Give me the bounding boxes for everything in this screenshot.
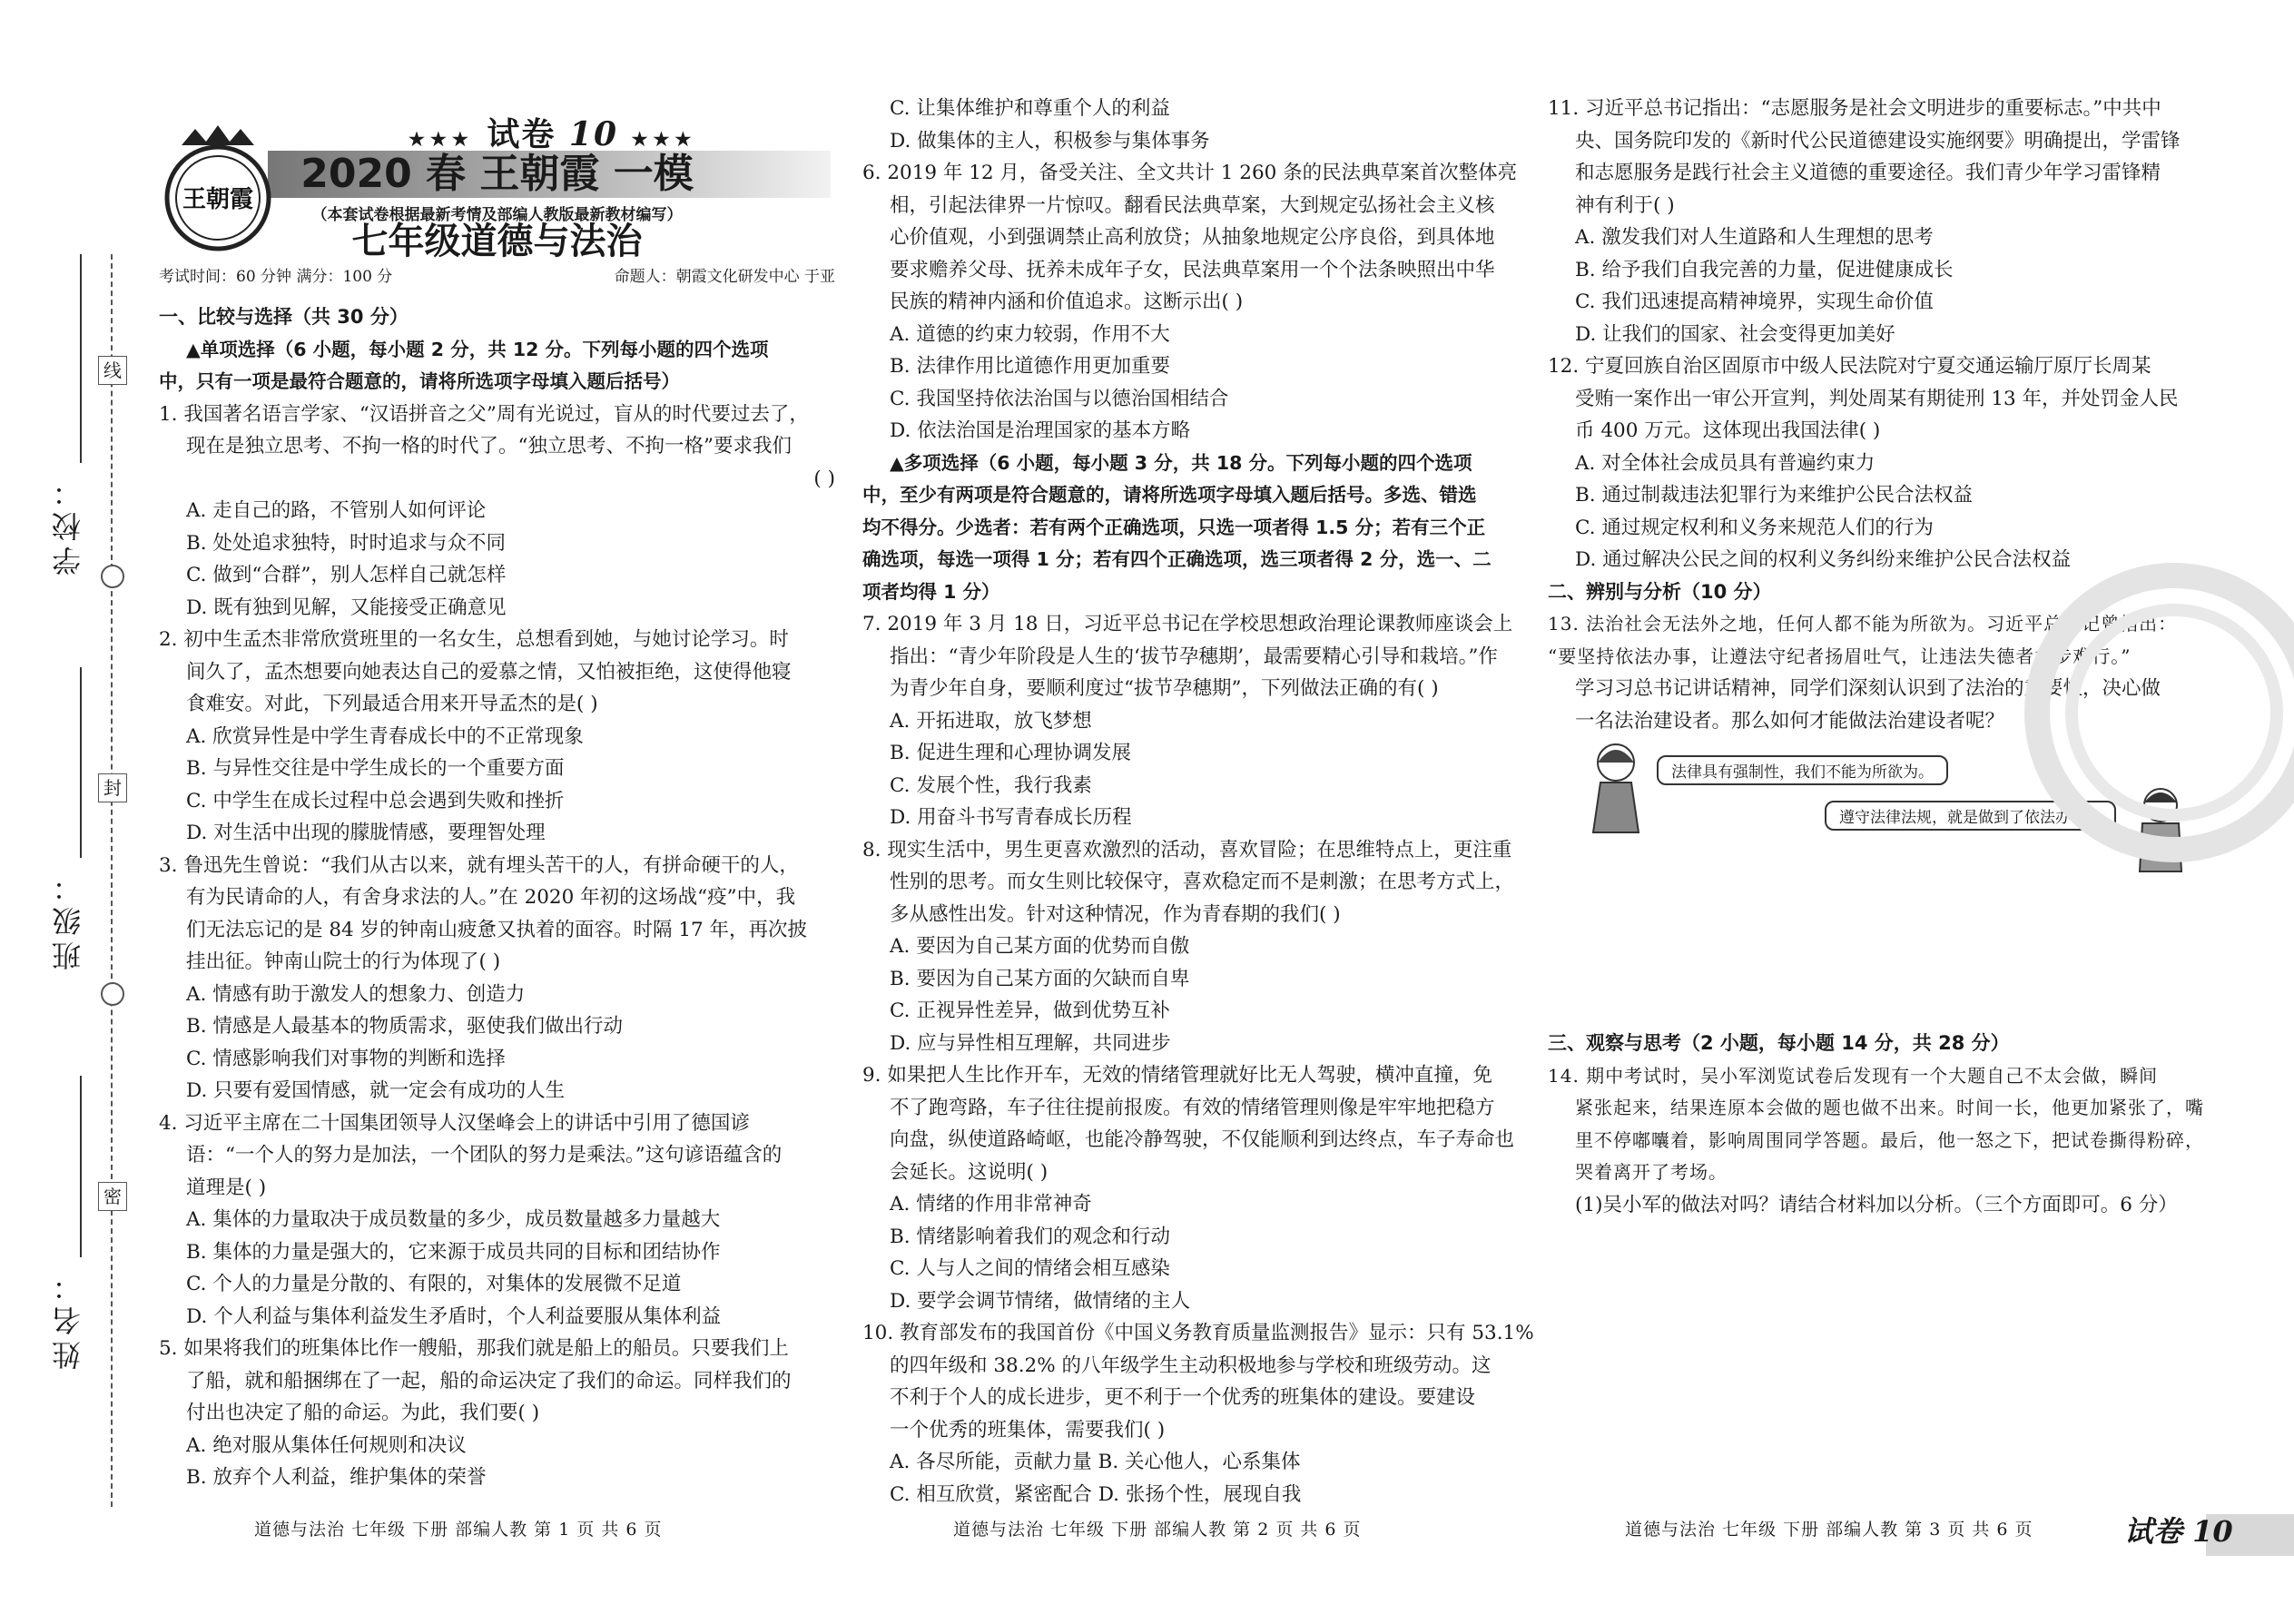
- question-text-line: 紧张起来，结果连原本会做的题也做不出来。时间一长，他更加紧张了，嘴: [1575, 1097, 2204, 1118]
- question-text-line: 里不停嘟囔着，影响周围同学答题。最后，他一怒之下，把试卷撕得粉碎，: [1575, 1128, 2204, 1151]
- page-2-column: [862, 0, 1534, 1624]
- question-text-line: 心价值观，小到强调禁止高利放贷；从抽象地规定公序良俗，到具体地: [890, 226, 1495, 249]
- question-text-line: ( ): [813, 467, 835, 490]
- class-line: [80, 667, 82, 858]
- exam-author: 命题人：朝霞文化研发中心 于亚: [614, 268, 835, 286]
- answer-option: D. 用奋斗书写青春成长历程: [890, 806, 1132, 829]
- question-text-line: 不利于个人的成长进步，更不利于一个优秀的班集体的建设。要建设: [890, 1386, 1476, 1409]
- question-text-line: 不了跑弯路，车子往往提前报废。有效的情绪管理则像是牢牢地把稳方: [890, 1096, 1495, 1119]
- instructions-line: 均不得分。少选者：若有两个正确选项，只选一项者得 1.5 分；若有三个正: [862, 516, 1486, 538]
- question-text-line: 受贿一案作出一审公开宣判，判处周某有期徒刑 13 年，并处罚金人民: [1575, 387, 2179, 410]
- question-text-line: 1. 我国著名语言学家、“汉语拼音之父”周有光说过，盲从的时代要过去了，: [159, 402, 809, 426]
- question-text-line: 一名法治建设者。那么如何才能做法治建设者呢？: [1575, 709, 2005, 733]
- question-text-line: 5. 如果将我们的班集体比作一艘船，那我们就是船上的船员。只要我们上: [159, 1337, 789, 1360]
- question-text-line: 道理是( ): [186, 1176, 267, 1199]
- question-text-line: 9. 如果把人生比作开车，无效的情绪管理就好比无人驾驶，横冲直撞，免: [862, 1064, 1492, 1087]
- question-text-line: 多从感性出发。针对这种情况，作为青春期的我们( ): [890, 902, 1341, 926]
- answer-option: B. 放弃个人利益，维护集体的荣誉: [186, 1466, 487, 1489]
- question-text-line: “要坚持依法办事，让遵法守纪者扬眉吐气，让违法失德者寸步难行。”: [1548, 645, 2132, 667]
- paper-tab-label: 试卷 10: [2124, 1514, 2233, 1549]
- question-text-line: 神有利于( ): [1575, 193, 1675, 217]
- question-text-line: 了船，就和船捆绑在了一起，船的命运决定了我们的命运。同样我们的: [186, 1369, 792, 1393]
- question-text-line: 间久了，孟杰想要向她表达自己的爱慕之情，又怕被拒绝，这使得他寝: [186, 660, 792, 684]
- answer-option: A. 对全体社会成员具有普遍约束力: [1575, 451, 1876, 475]
- question-text-line: 8. 现实生活中，男生更喜欢激烈的活动，喜欢冒险；在思维特点上，更注重: [862, 838, 1512, 861]
- question-text-line: 们无法忘记的是 84 岁的钟南山疲惫又执着的面容。时隔 17 年，再次披: [186, 918, 808, 941]
- question-text-line: 指出：“青少年阶段是人生的‘拔节孕穗期’，最需要精心引导和栽培。”作: [890, 645, 1498, 668]
- answer-option: D. 应与异性相互理解，共同进步: [890, 1031, 1171, 1055]
- answer-option: D. 只要有爱国情感，就一定会有成功的人生: [186, 1079, 566, 1102]
- answer-option: C. 情感影响我们对事物的判断和选择: [186, 1047, 506, 1070]
- answer-option: C. 做到“合群”，别人怎样自己就怎样: [186, 564, 507, 586]
- page-1-column: [159, 0, 835, 1624]
- question-text-line: 12. 宁夏回族自治区固原市中级人民法院对宁夏交通运输厅原厅长周某: [1548, 355, 2151, 378]
- instructions-line: ▲单项选择（6 小题，每小题 2 分，共 12 分。下列每小题的四个选项: [186, 338, 769, 360]
- footer-page-2: 道德与法治 七年级 下册 部编人教 第 2 页 共 6 页: [953, 1520, 1362, 1540]
- question-text-line: 的四年级和 38.2% 的八年级学生主动积极地参与学校和班级劳动。这: [890, 1353, 1492, 1377]
- answer-option: B. 情感是人最基本的物质需求，驱使我们做出行动: [186, 1015, 623, 1038]
- question-text-line: 民族的精神内涵和价值追求。这断示出( ): [890, 290, 1244, 313]
- answer-option: B. 要因为自己某方面的欠缺而自卑: [890, 967, 1190, 990]
- exam-meta: [159, 263, 835, 286]
- question-text-line: 13. 法治社会无法外之地，任何人都不能为所欲为。习近平总书记曾指出：: [1548, 613, 2178, 635]
- answer-option: D. 依法治国是治理国家的基本方略: [890, 419, 1191, 442]
- bind-word-secret: 密: [98, 1182, 127, 1211]
- answer-option: B. 与异性交往是中学生成长的一个重要方面: [186, 757, 565, 780]
- question-text-line: 向盘，纵使道路崎岖，也能冷静驾驶，不仅能顺利到达终点，车子寿命也: [890, 1128, 1515, 1151]
- answer-option: A. 情感有助于激发人的想象力、创造力: [186, 982, 526, 1006]
- answer-option: B. 处处追求独特，时时追求与众不同: [186, 531, 506, 555]
- boy-speech-bubble: 遵守法律法规，就是做到了依法办事。: [1825, 801, 2116, 831]
- answer-option: B. 集体的力量是强大的，它来源于成员共同的目标和团结协作: [186, 1240, 721, 1264]
- question-text-line: 3. 鲁迅先生曾说：“我们从古以来，就有埋头苦干的人，有拼命硬干的人，: [159, 853, 799, 877]
- answer-option: D. 既有独到见解，又能接受正确意见: [186, 595, 507, 619]
- section-heading: 三、观察与思考（2 小题，每小题 14 分，共 28 分）: [1548, 1032, 2010, 1054]
- answer-option: B. 通过制裁违法犯罪行为来维护公民合法权益: [1575, 484, 1973, 507]
- section-heading: 二、辨别与分析（10 分）: [1548, 580, 1772, 603]
- answer-option: C. 我们迅速提高精神境界，实现生命价值: [1575, 290, 1934, 313]
- answer-option: C. 发展个性，我行我素: [890, 773, 1092, 797]
- answer-option: A. 集体的力量取决于成员数量的多少，成员数量越多力量越大: [186, 1208, 721, 1231]
- answer-option: B. 情绪影响着我们的观念和行动: [890, 1225, 1170, 1248]
- question-text-line: 语：“一个人的努力是加法，一个团队的努力是乘法。”这句谚语蕴含的: [186, 1144, 783, 1166]
- name-label: 姓名：: [51, 1266, 85, 1370]
- logo-text: 王朝霞: [182, 186, 254, 213]
- answer-option: A. 各尽所能，贡献力量 B. 关心他人，心系集体: [890, 1451, 1301, 1473]
- question-text-line: 14. 期中考试时，吴小军浏览试卷后发现有一个大题自己不太会做，瞬间: [1548, 1064, 2159, 1087]
- question-text-line: 学习习总书记讲话精神，同学们深刻认识到了法治的重要性，决心做: [1575, 677, 2161, 700]
- question-text-line: 现在是独立思考、不拘一格的时代了。“独立思考、不拘一格”要求我们: [186, 435, 792, 458]
- exam-header: [159, 0, 835, 300]
- question-text-line: 11. 习近平总书记指出：“志愿服务是社会文明进步的重要标志。”中共中: [1548, 97, 2161, 120]
- question-text-line: 哭着离开了考场。: [1575, 1161, 1728, 1183]
- girl-speech-bubble: 法律具有强制性，我们不能为所欲为。: [1657, 755, 1948, 785]
- bind-knot: [101, 565, 124, 588]
- answer-option: A. 道德的约束力较弱，作用不大: [890, 322, 1170, 346]
- name-line: [80, 1076, 82, 1257]
- paper-badge: ★★★ 试卷 10 ★★★: [409, 115, 697, 153]
- bind-word-seal: 封: [98, 773, 127, 802]
- answer-option: D. 对生活中出现的朦胧情感，要理智处理: [186, 822, 546, 844]
- question-text-line: 一个优秀的班集体，需要我们( ): [890, 1418, 1166, 1442]
- answer-option: D. 要学会调节情绪，做情绪的主人: [890, 1289, 1191, 1313]
- question-text-line: 付出也决定了船的命运。为此，我们要( ): [186, 1402, 540, 1424]
- answer-option: B. 促进生理和心理协调发展: [890, 742, 1131, 764]
- answer-option: A. 要因为自己某方面的优势而自傲: [890, 935, 1190, 958]
- bind-knot: [101, 982, 124, 1006]
- question-text-line: 币 400 万元。这体现出我国法律( ): [1575, 419, 1881, 442]
- instructions-line: ▲多项选择（6 小题，每小题 3 分，共 18 分。下列每小题的四个选项: [890, 451, 1472, 474]
- answer-option: C. 通过规定权利和义务来规范人们的行为: [1575, 516, 1934, 539]
- question-text-line: 有为民请命的人，有舍身求法的人。”在 2020 年初的这场战“疫”中，我: [186, 886, 796, 909]
- instructions-line: 确选项，每选一项得 1 分；若有四个正确选项，选三项者得 2 分，选一、二: [862, 548, 1492, 570]
- question-text-line: 为青少年自身，要顺利度过“拔节孕穗期”，下列做法正确的有( ): [890, 677, 1439, 700]
- question-text-line: 10. 教育部发布的我国首份《中国义务教育质量监测报告》显示：只有 53.1%: [862, 1322, 1534, 1344]
- question-text-line: 性别的思考。而女生则比较保守，喜欢稳定而不是刺激；在思考方式上，: [890, 871, 1515, 893]
- answer-option: D. 做集体的主人，积极参与集体事务: [890, 129, 1210, 153]
- instructions-line: 项者均得 1 分）: [862, 580, 1000, 603]
- answer-option: C. 中学生在成长过程中总会遇到失败和挫折: [186, 789, 565, 812]
- question-text-line: 央、国务院印发的《新时代公民道德建设实施纲要》明确提出，学雷锋: [1575, 129, 2181, 153]
- exam-subject: 七年级道德与法治: [351, 221, 643, 262]
- answer-option: C. 让集体维护和尊重个人的利益: [890, 97, 1170, 120]
- footer-page-1: 道德与法治 七年级 下册 部编人教 第 1 页 共 6 页: [254, 1520, 663, 1540]
- question-text-line: 食难安。对此，下列最适合用来开导孟杰的是( ): [186, 693, 598, 715]
- question-text-line: 相，引起法律界一片惊叹。翻看民法典草案，大到规定弘扬社会主义核: [890, 193, 1495, 217]
- girl-figure-icon: [1584, 737, 1648, 837]
- answer-option: A. 走自己的路，不管别人如何评论: [186, 499, 487, 522]
- answer-option: B. 给予我们自我完善的力量，促进健康成长: [1575, 258, 1954, 281]
- question-text-line: 6. 2019 年 12 月，备受关注、全文共计 1 260 条的民法典草案首次整体亮: [862, 162, 1518, 184]
- answer-option: A. 激发我们对人生道路和人生理想的思考: [1575, 226, 1934, 249]
- exam-title: 2020 春 王朝霞 一模: [300, 151, 694, 197]
- school-label: 学校：: [51, 472, 85, 576]
- answer-option: A. 开拓进取，放飞梦想: [890, 709, 1092, 733]
- section-heading: 一、比较与选择（共 30 分）: [159, 306, 409, 328]
- questions-14: [1548, 846, 2269, 1221]
- question-text-line: 和志愿服务是践行社会主义道德的重要途径。我们青少年学习雷锋精: [1575, 162, 2161, 184]
- exam-time: 考试时间：60 分钟 满分：100 分: [159, 268, 393, 286]
- instructions-line: 中，只有一项是最符合题意的，请将所选项字母填入题后括号）: [159, 370, 680, 392]
- answer-option: D. 通过解决公民之间的权利义务纠纷来维护公民合法权益: [1575, 548, 2072, 571]
- question-text-line: 会延长。这说明( ): [890, 1160, 1049, 1184]
- answer-option: A. 欣赏异性是中学生青春成长中的不正常现象: [186, 724, 584, 748]
- cut-line: [111, 254, 113, 1507]
- questions-1-5: [159, 300, 835, 1494]
- answer-option: D. 让我们的国家、社会变得更加美好: [1575, 322, 1895, 346]
- answer-option: C. 个人的力量是分散的、有限的，对集体的发展微不足道: [186, 1273, 682, 1295]
- question-text-line: (1)吴小军的做法对吗？请结合材料加以分析。（三个方面即可。6 分）: [1575, 1193, 2178, 1216]
- question-text-line: 要求赡养父母、抚养未成年子女，民法典草案用一个个法条映照出中华: [890, 258, 1495, 281]
- exam-subtitle: （本套试卷根据最新考情及部编人教版最新教材编写）: [311, 206, 683, 224]
- answer-option: C. 人与人之间的情绪会相互感染: [890, 1257, 1170, 1280]
- question-text-line: 4. 习近平主席在二十国集团领导人汉堡峰会上的讲话中引用了德国谚: [159, 1111, 750, 1135]
- school-line: [80, 254, 82, 463]
- answer-option: D. 个人利益与集体利益发生矛盾时，个人利益要服从集体利益: [186, 1304, 722, 1328]
- question-text-line: 挂出征。钟南山院士的行为体现了( ): [186, 950, 501, 973]
- footer-page-3: 道德与法治 七年级 下册 部编人教 第 3 页 共 6 页: [1625, 1520, 2033, 1540]
- binding-margin: [0, 0, 159, 1624]
- answer-option: C. 正视异性差异，做到优势互补: [890, 999, 1170, 1022]
- question-text-line: 2. 初中生孟杰非常欣赏班里的一名女生，总想看到她，与她讨论学习。时: [159, 628, 789, 651]
- answer-option: C. 相互欣赏，紧密配合 D. 张扬个性，展现自我: [890, 1482, 1302, 1506]
- answer-option: A. 绝对服从集体任何规则和决议: [186, 1433, 467, 1457]
- class-label: 班级：: [51, 867, 85, 970]
- watermark-seal-inner: [2065, 604, 2283, 822]
- answer-option: C. 我国坚持依法治国与以德治国相结合: [890, 387, 1229, 410]
- bind-word-line: 线: [98, 356, 127, 385]
- instructions-line: 中，至少有两项是符合题意的，请将所选项字母填入题后括号。多选、错选: [862, 484, 1477, 506]
- answer-option: A. 情绪的作用非常神奇: [890, 1193, 1092, 1216]
- questions-6-10: [862, 0, 1534, 1511]
- question-text-line: 7. 2019 年 3 月 18 日，习近平总书记在学校思想政治理论课教师座谈会上: [862, 613, 1513, 635]
- answer-option: B. 法律作用比道德作用更加重要: [890, 355, 1170, 378]
